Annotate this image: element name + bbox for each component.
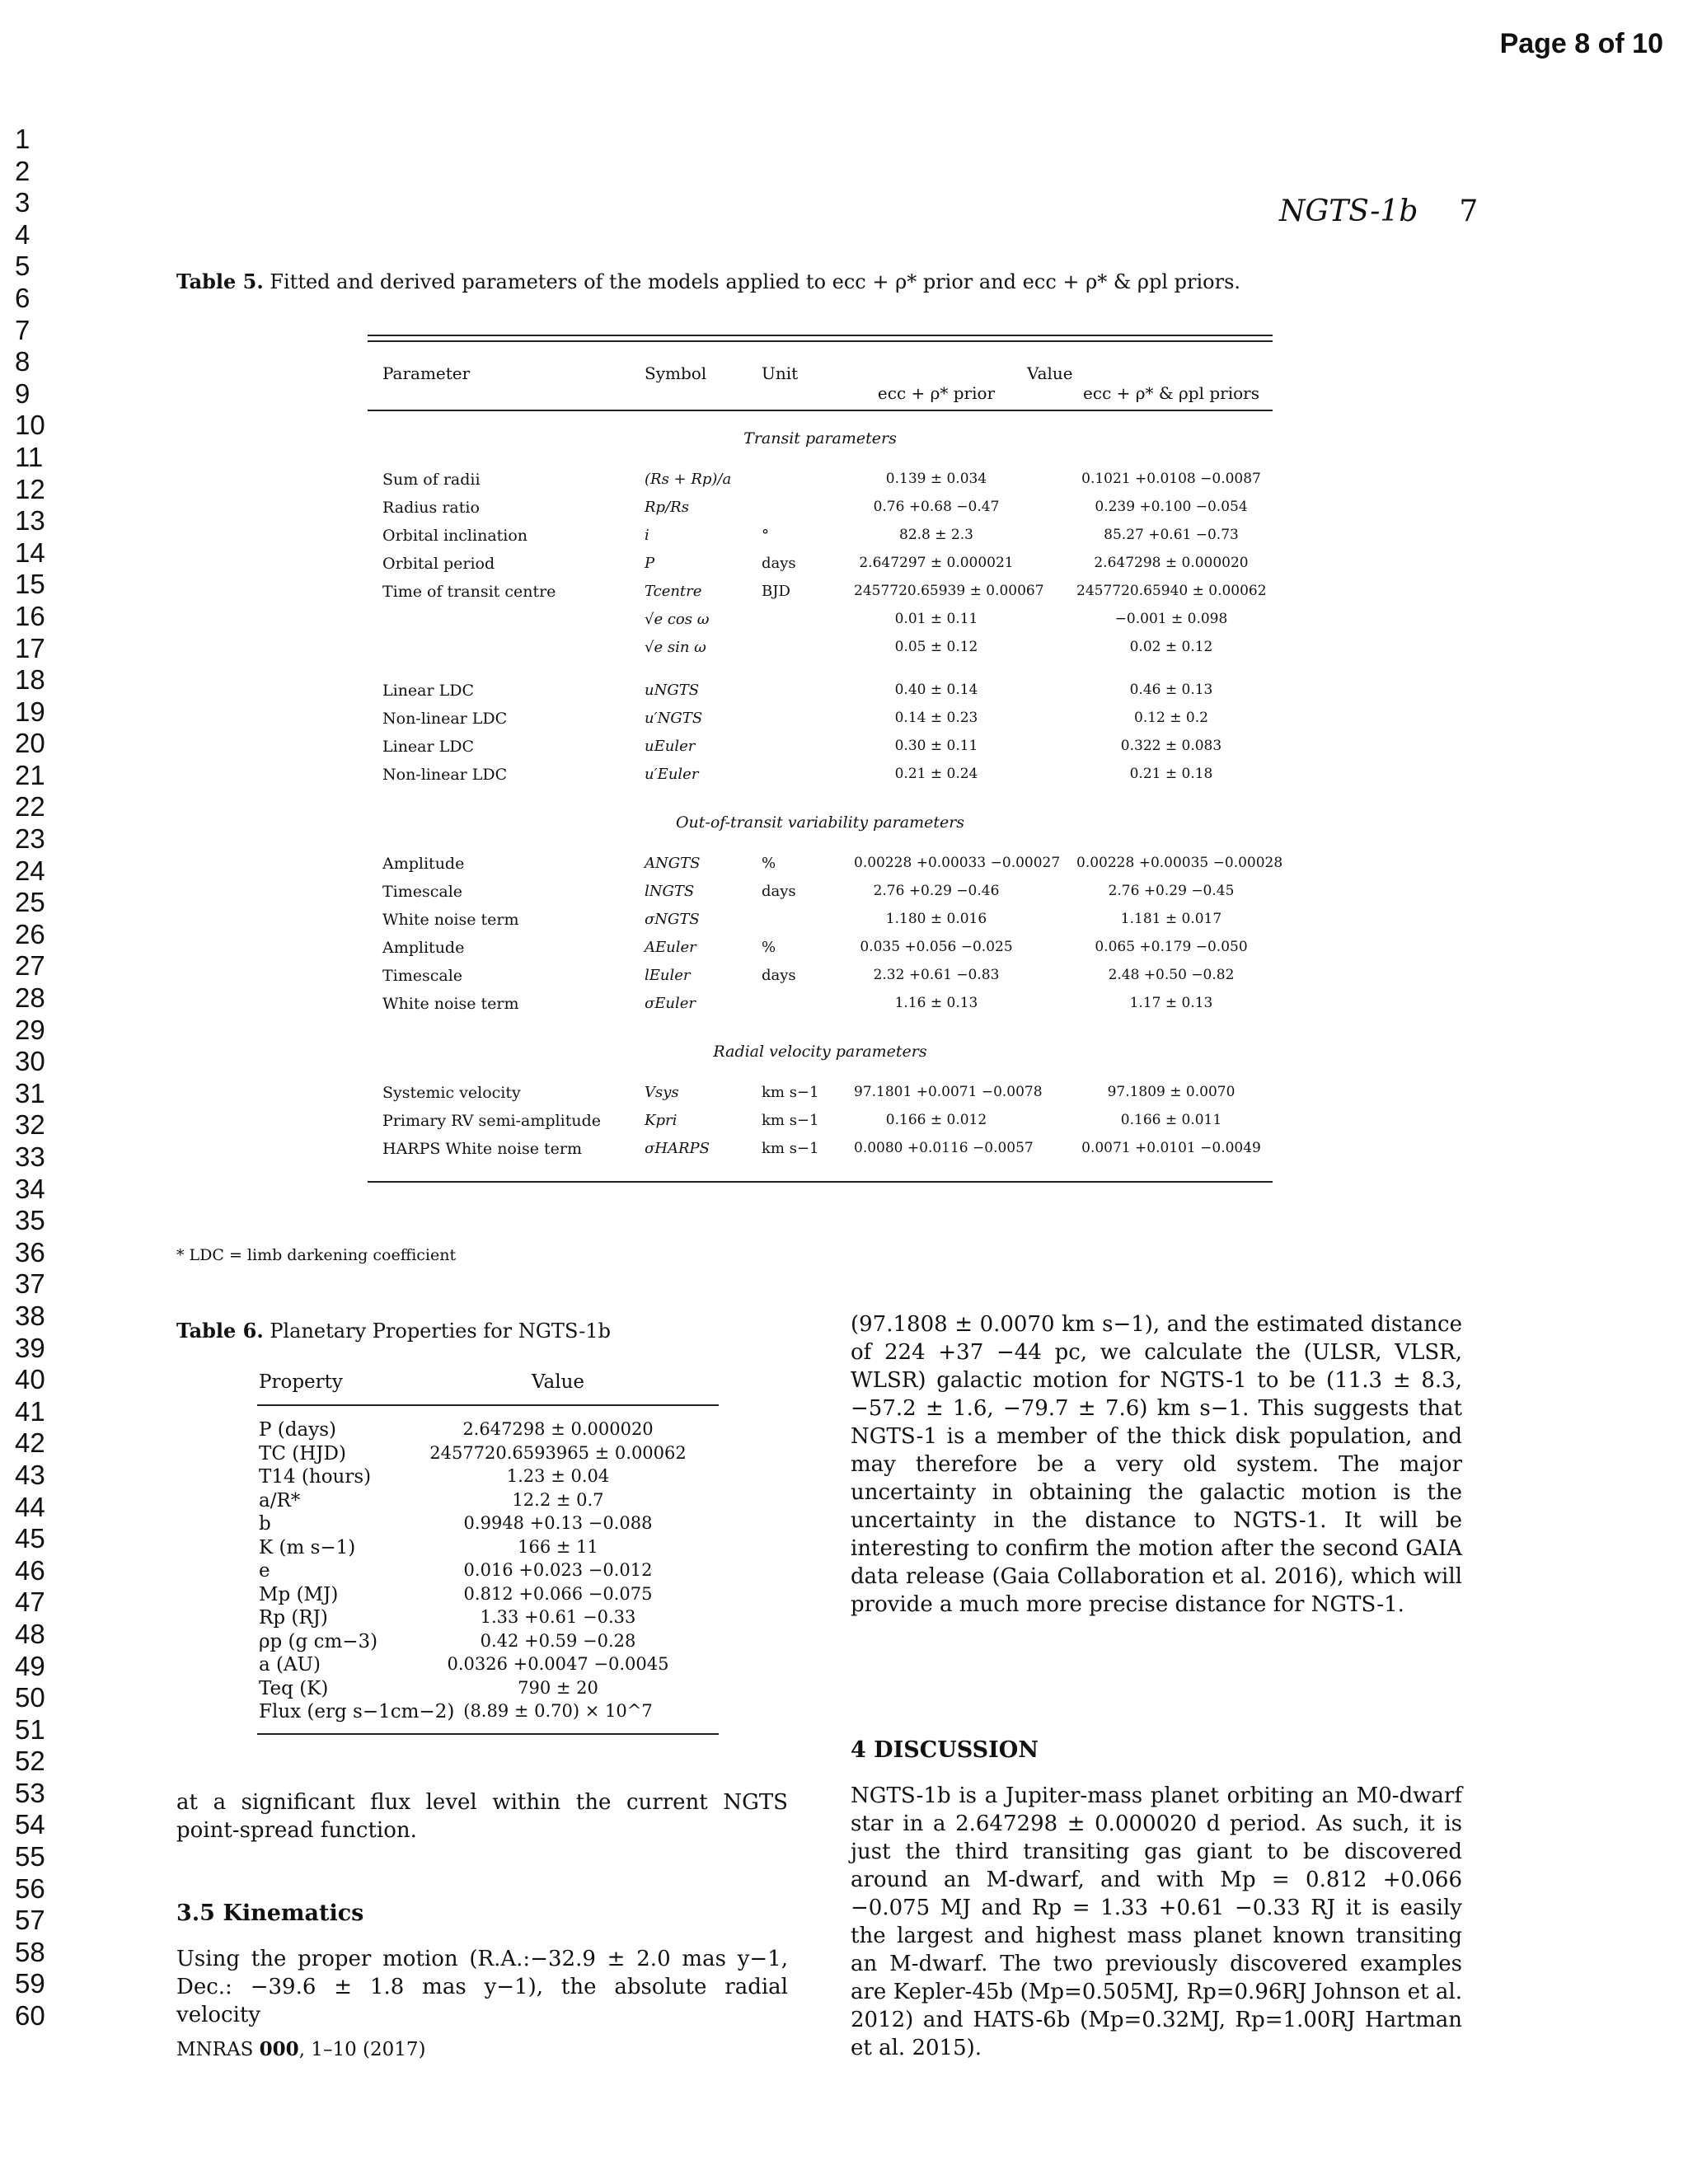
table5-cell-v1: 2457720.65939 ± 0.00067 [854,583,1044,599]
line-number: 54 [15,1809,45,1840]
left-para-1-text: at a significant flux level within the current NGTS point-spread function. [176,1790,788,1843]
line-number: 12 [15,473,45,504]
line-number: 51 [15,1713,45,1745]
table6-caption-text: Planetary Properties for NGTS-1b [270,1319,612,1343]
table6-cell-value: 0.812 +0.066 −0.075 [463,1583,653,1604]
table5-row [368,962,1273,990]
table5-cell-v1: 1.180 ± 0.016 [885,911,987,927]
line-number: 32 [15,1109,45,1141]
table5-cell-v1: 0.76 +0.68 −0.47 [873,499,1000,515]
table5-row [368,578,1273,606]
table5-cell-p: Time of transit centre [382,583,556,601]
line-number: 45 [15,1523,45,1554]
table5-row [368,934,1273,962]
table5-cell-v2: 0.46 ± 0.13 [1129,682,1213,698]
line-number: 34 [15,1173,45,1204]
table5-cell-s: Vsys [645,1084,679,1101]
right-para-2 [851,1782,1462,2062]
table5-cell-v2: 0.00228 +0.00035 −0.00028 [1076,855,1283,871]
table6-header-property: Property [259,1371,343,1393]
table5-cell-p: Non-linear LDC [382,766,508,784]
left-para-2 [176,1945,788,2029]
table5-row [368,990,1273,1018]
table5-cell-s: lEuler [645,967,691,984]
line-number: 39 [15,1332,45,1363]
table5-cell-v2: −0.001 ± 0.098 [1114,611,1228,627]
table5-cell-v2: 0.1021 +0.0108 −0.0087 [1081,471,1261,487]
table5-cell-u: % [762,939,776,956]
line-number: 58 [15,1936,45,1967]
table6-cell-property: TC (HJD) [259,1442,346,1465]
table5-cell-v2: 0.02 ± 0.12 [1129,639,1213,655]
table5-cell-s: σEuler [645,995,696,1012]
line-number: 41 [15,1395,45,1427]
table5-cell-v1: 2.32 +0.61 −0.83 [873,967,1000,983]
table5-cell-u: km s−1 [762,1084,819,1101]
table6-cell-property: e [259,1560,270,1582]
table5-cell-u: days [762,967,796,984]
table5-cell-p: Primary RV semi-amplitude [382,1112,601,1130]
line-number: 10 [15,410,45,441]
table5-row [368,733,1273,761]
table6-cell-value: (8.89 ± 0.70) × 10^7 [463,1701,653,1721]
table5-row [368,522,1273,550]
line-number: 38 [15,1300,45,1331]
table6-header-value: Value [532,1371,584,1393]
table5-cell-v2: 1.181 ± 0.017 [1120,911,1222,927]
table5-cell-p: Orbital inclination [382,527,528,545]
table5-cell-s: σHARPS [645,1140,710,1157]
line-number: 31 [15,1077,45,1108]
table5-cell-p: White noise term [382,911,519,929]
footer-journal: MNRAS [176,2039,254,2060]
table5-row [368,705,1273,733]
table5-row [368,677,1273,705]
table5-cell-s: (Rs + Rp)/a [645,471,732,488]
table5-cell-s: Rp/Rs [645,499,689,516]
line-number: 19 [15,696,45,727]
table6-row [257,1678,719,1702]
table5-cell-v1: 0.0080 +0.0116 −0.0057 [854,1140,1034,1156]
table5-cell-p: Linear LDC [382,682,475,700]
line-number: 47 [15,1586,45,1618]
table5-cell-u: km s−1 [762,1112,819,1129]
table5-cell-v1: 0.05 ± 0.12 [894,639,978,655]
table5-cell-v1: 2.647297 ± 0.000021 [859,555,1014,571]
table5-header-parameter: Parameter [382,363,471,383]
table5-cell-s: u′NGTS [645,710,703,727]
running-header [1279,194,1478,228]
table5-cell-v1: 0.00228 +0.00033 −0.00027 [854,855,1061,871]
table6-caption [176,1319,611,1343]
line-number: 46 [15,1554,45,1586]
table5-row [368,906,1273,934]
page-label: Page 8 of 10 [1499,28,1663,59]
line-number: 26 [15,918,45,949]
table6-header [257,1363,719,1406]
table6-cell-property: b [259,1513,271,1535]
table5-row [368,494,1273,522]
table5-cell-p: Systemic velocity [382,1084,521,1102]
table5-cell-s: AEuler [645,939,696,956]
table5-cell-v1: 0.01 ± 0.11 [894,611,978,627]
line-number: 24 [15,855,45,886]
line-number: 25 [15,887,45,918]
table5-header-symbol: Symbol [645,363,707,383]
table5-cell-p: Non-linear LDC [382,710,508,728]
line-number: 55 [15,1841,45,1872]
table6-cell-property: Mp (MJ) [259,1583,339,1605]
table5-cell-u: days [762,883,796,900]
table5-cell-v2: 0.239 +0.100 −0.054 [1095,499,1248,515]
right-para-1 [851,1310,1462,1619]
table5-row [368,466,1273,494]
table5-cell-u: km s−1 [762,1140,819,1157]
table5-cell-s: P [645,555,655,572]
table5-cell-v2: 97.1809 ± 0.0070 [1107,1084,1236,1100]
table5-cell-s: σNGTS [645,911,700,928]
table5-cell-v2: 2457720.65940 ± 0.00062 [1076,583,1267,599]
table5-cell-p: Orbital period [382,555,495,573]
table5-header-value: Value [1027,363,1073,383]
table5-cell-p: White noise term [382,995,519,1013]
line-number: 14 [15,537,45,568]
table5-cell-s: u′Euler [645,766,699,783]
line-number: 56 [15,1872,45,1904]
table6-body [257,1406,719,1725]
section-3-5-heading: 3.5 Kinematics [176,1900,364,1926]
table6-bottom-rule [257,1733,719,1735]
table5-cell-p: Linear LDC [382,738,475,756]
table5-cell-v2: 0.065 +0.179 −0.050 [1095,939,1248,955]
table5-header-unit: Unit [762,363,799,383]
table5-row [368,1079,1273,1107]
line-number: 53 [15,1777,45,1808]
line-number: 18 [15,664,45,696]
table5-cell-s: i [645,527,649,544]
table5-cell-v2: 1.17 ± 0.13 [1129,995,1213,1011]
table5-cell-p: Timescale [382,967,463,985]
table5-cell-v1: 0.30 ± 0.11 [894,738,978,754]
table6-cell-value: 12.2 ± 0.7 [512,1489,604,1510]
line-number: 11 [15,441,44,472]
line-number: 49 [15,1650,45,1681]
line-number: 16 [15,600,45,631]
table6-cell-value: 0.016 +0.023 −0.012 [463,1560,653,1580]
line-number: 13 [15,505,45,537]
table6-cell-property: a (AU) [259,1654,321,1675]
line-number: 30 [15,1046,45,1077]
table6-row [257,1584,719,1608]
footer-pages: , 1–10 (2017) [298,2039,426,2060]
table5-cell-v1: 0.166 ± 0.012 [885,1112,987,1128]
running-page-number: 7 [1459,194,1479,228]
section-4-heading: 4 DISCUSSION [851,1737,1039,1763]
table5-caption [176,269,1240,293]
table5-cell-p: Sum of radii [382,471,481,489]
table5-cell-u: % [762,855,776,872]
right-para-2-text: NGTS-1b is a Jupiter-mass planet orbiting an M0-dwarf star in a 2.647298 ± 0.000020 d period. As such, it is just the third transiting gas giant to be discovered around an M-dwarf, and with Mp = 0.812 +0.066 −0.075 MJ and Rp = 1.33 +0.61 −0.33 RJ it is easily the largest and highest mass planet known transiting an M-dwarf. The two previously discovered examples are Kepler-45b (Mp=0.505MJ, Rp=0.96RJ Johnson et al. 2012) and HATS-6b (Mp=0.32MJ, Rp=1.00RJ Hartman et al. 2015). [851,1783,1462,2060]
table5-bottom-rule [368,1181,1273,1183]
table6-cell-property: a/R* [259,1489,301,1511]
table6-row [257,1537,719,1561]
line-number: 28 [15,982,45,1014]
table6 [257,1363,719,1735]
table6-cell-value: 0.0326 +0.0047 −0.0045 [447,1654,669,1674]
line-number: 33 [15,1141,45,1172]
line-number: 29 [15,1014,45,1045]
line-number: 15 [15,569,45,600]
line-number: 35 [15,1205,45,1236]
table6-row [257,1490,719,1514]
table5-cell-u: ° [762,527,769,544]
table5-footnote: * LDC = limb darkening coefficient [176,1246,457,1264]
table5-cell-p: Amplitude [382,855,465,873]
line-number: 37 [15,1268,45,1300]
table6-cell-value: 2457720.6593965 ± 0.00062 [429,1442,687,1463]
table6-label: Table 6. [176,1319,264,1343]
line-number: 4 [15,218,30,250]
line-number: 22 [15,791,45,823]
line-number: 5 [15,251,30,282]
line-number: 36 [15,1236,45,1268]
table6-cell-value: 2.647298 ± 0.000020 [462,1419,654,1439]
table5-body [368,411,1283,1163]
table5-row [368,1107,1273,1135]
table5-cell-v1: 82.8 ± 2.3 [899,527,973,543]
table5-cell-v2: 0.322 ± 0.083 [1120,738,1222,754]
table5-cell-v1: 0.40 ± 0.14 [894,682,978,698]
table6-cell-property: ρp (g cm−3) [259,1630,378,1652]
table5-row [368,761,1273,789]
table5-section-title: Radial velocity parameters [713,1043,927,1061]
line-number: 50 [15,1682,45,1713]
right-para-1-text: (97.1808 ± 0.0070 km s−1), and the estimated distance of 224 +37 −44 pc, we calculate the (ULSR, VLSR, WLSR) galactic motion for NGTS-1 to be (11.3 ± 8.3, −57.2 ± 1.6, −79.7 ± 7.6) km s−1. This suggests that NGTS-1 is a member of the thick disk population, and may therefore be a very old system. The major uncertainty in obtaining the galactic motion is the uncertainty in the distance to NGTS-1. It will be interesting to confirm the motion after the second GAIA data release (Gaia Collaboration et al. 2016), which will provide a much more precise distance for NGTS-1. [851,1312,1462,1617]
table5-top-rule [368,335,1273,342]
table5-section-title: Transit parameters [743,429,897,448]
line-number: 59 [15,1968,45,1999]
table5-cell-v1: 1.16 ± 0.13 [894,995,978,1011]
line-number: 60 [15,2000,45,2032]
line-number: 2 [15,155,30,186]
table5-row [368,634,1273,662]
footer [176,2038,426,2060]
table6-row [257,1654,719,1678]
table5-cell-v1: 97.1801 +0.0071 −0.0078 [854,1084,1043,1100]
table5-cell-s: Kpri [645,1112,678,1129]
table6-cell-value: 166 ± 11 [518,1536,598,1557]
table6-cell-property: Flux (erg s−1cm−2) [259,1701,455,1722]
table5-cell-u: BJD [762,583,790,600]
table5-cell-s: √e sin ω [645,639,706,656]
table5-cell-u: days [762,555,796,572]
table6-row [257,1560,719,1584]
table6-row [257,1443,719,1467]
footer-volume: 000 [259,2038,299,2060]
table5-cell-v2: 0.166 ± 0.011 [1120,1112,1222,1128]
table5-cell-p: HARPS White noise term [382,1140,582,1158]
table6-row [257,1466,719,1490]
table5-cell-s: Tcentre [645,583,702,600]
table5-header [368,342,1273,410]
table5-row [368,1135,1273,1163]
table6-cell-property: Teq (K) [259,1677,329,1699]
table5-cell-v2: 0.0071 +0.0101 −0.0049 [1081,1140,1261,1156]
table5 [368,335,1283,1183]
table5-cell-s: √e cos ω [645,611,710,628]
table5-section-title: Out-of-transit variability parameters [675,813,965,832]
table5-cell-v1: 0.21 ± 0.24 [894,766,978,782]
line-number: 6 [15,282,30,313]
line-number: 1 [15,124,30,154]
table5-cell-v1: 0.14 ± 0.23 [894,710,978,726]
line-numbers [15,124,45,2032]
line-number: 3 [15,187,30,218]
line-number: 20 [15,728,45,759]
line-number: 43 [15,1459,45,1490]
table5-cell-s: uEuler [645,738,696,755]
table6-cell-value: 790 ± 20 [518,1677,598,1698]
line-number: 27 [15,950,45,982]
table5-cell-s: uNGTS [645,682,700,699]
table6-cell-value: 1.33 +0.61 −0.33 [480,1607,636,1627]
table5-cell-v1: 0.139 ± 0.034 [885,471,987,487]
table6-row [257,1513,719,1537]
left-para-1 [176,1788,788,1844]
table5-cell-v2: 0.12 ± 0.2 [1134,710,1208,726]
line-number: 9 [15,377,30,409]
line-number: 21 [15,759,45,790]
table5-cell-v1: 0.035 +0.056 −0.025 [860,939,1013,955]
table5-label: Table 5. [176,269,264,293]
table5-cell-p: Amplitude [382,939,465,957]
table5-cell-p: Timescale [382,883,463,901]
line-number: 42 [15,1427,45,1459]
line-number: 48 [15,1618,45,1649]
line-number: 23 [15,823,45,855]
table6-cell-property: K (m s−1) [259,1536,356,1558]
table5-row [368,878,1273,906]
line-number: 7 [15,314,30,345]
line-number: 17 [15,632,45,663]
table5-row [368,850,1283,878]
table6-row [257,1419,719,1443]
table5-cell-v2: 2.48 +0.50 −0.82 [1108,967,1235,983]
table5-cell-v2: 2.647298 ± 0.000020 [1094,555,1249,571]
table5-cell-v2: 2.76 +0.29 −0.45 [1108,883,1235,899]
table6-cell-property: Rp (RJ) [259,1607,328,1629]
line-number: 40 [15,1364,45,1395]
table6-cell-property: T14 (hours) [259,1466,372,1488]
line-number: 57 [15,1905,45,1936]
table6-cell-value: 1.23 ± 0.04 [506,1466,610,1486]
table5-row [368,550,1273,578]
left-para-2-text: Using the proper motion (R.A.:−32.9 ± 2.0 mas y−1, Dec.: −39.6 ± 1.8 mas y−1), the absolute radial velocity [176,1947,788,2027]
table5-header-col1: ecc + ρ* prior [877,383,996,403]
table6-cell-property: P (days) [259,1419,336,1441]
table6-cell-value: 0.9948 +0.13 −0.088 [463,1513,653,1533]
table6-cell-value: 0.42 +0.59 −0.28 [480,1630,636,1651]
table5-header-col2: ecc + ρ* & ρpl priors [1083,383,1259,403]
table5-cell-v2: 0.21 ± 0.18 [1129,766,1213,782]
running-title: NGTS-1b [1279,194,1418,228]
line-number: 52 [15,1746,45,1777]
table5-cell-s: lNGTS [645,883,695,900]
table5-cell-s: ANGTS [645,855,701,872]
line-number: 44 [15,1491,45,1522]
table6-row [257,1631,719,1655]
table5-caption-text: Fitted and derived parameters of the models applied to ecc + ρ* prior and ecc + ρ* & ρpl priors. [270,270,1241,293]
table5-row [368,606,1273,634]
table5-cell-v2: 85.27 +0.61 −0.73 [1104,527,1239,543]
line-number: 8 [15,346,30,377]
table6-row [257,1607,719,1631]
table5-cell-p: Radius ratio [382,499,480,517]
table6-row [257,1701,719,1725]
table5-cell-v1: 2.76 +0.29 −0.46 [873,883,1000,899]
